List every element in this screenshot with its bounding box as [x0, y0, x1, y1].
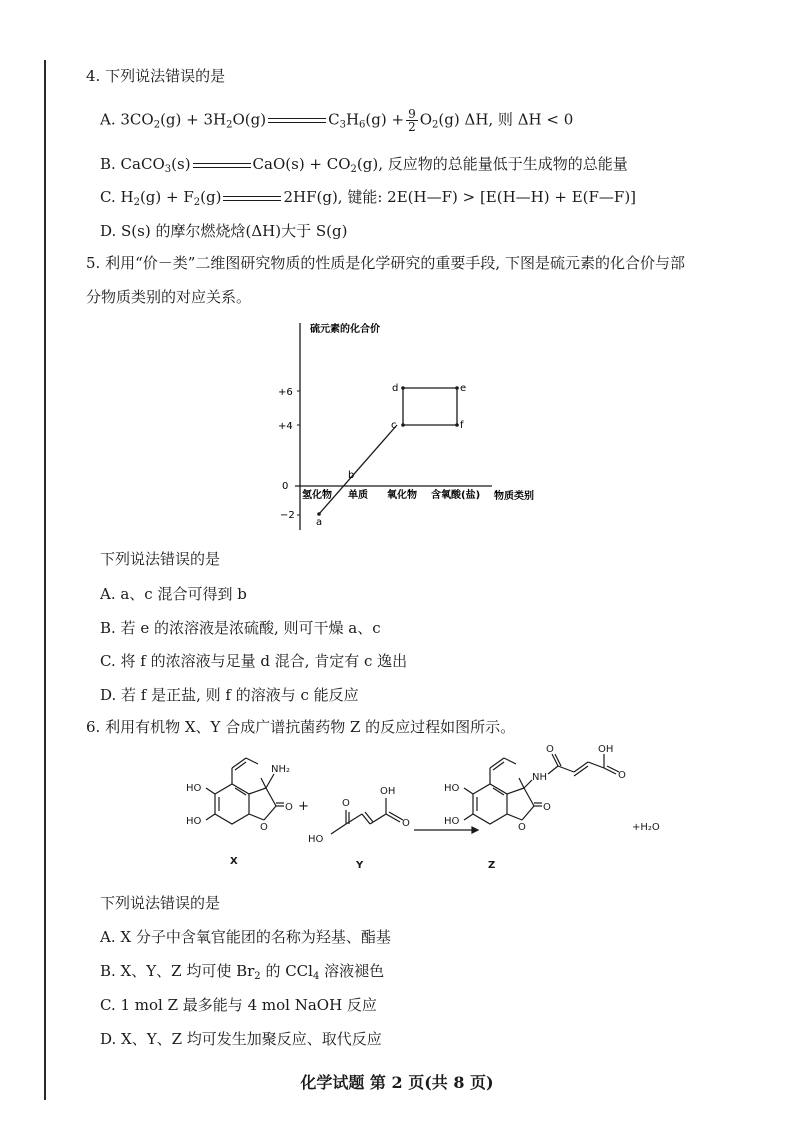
label-a: a — [316, 517, 323, 528]
q6-option-a: A. X 分子中含氧官能团的名称为羟基、酯基 — [100, 928, 391, 946]
q6-option-c: C. 1 mol Z 最多能与 4 mol NaOH 反应 — [100, 996, 377, 1014]
z-acid-o: O — [618, 770, 626, 781]
x-ring-o: O — [260, 822, 268, 833]
q4-option-c: C. $H_2(g) + F_2(g)$ 2HF(g), 键能: 2E(H—F) > [E(H—H) + E(F—F)] — [100, 188, 637, 208]
z-ring-o: O — [518, 822, 526, 833]
q5-sub-stem: 下列说法错误的是 — [100, 550, 221, 568]
z-ho-top: HO — [444, 783, 460, 794]
x-axis-label: 物质类别 — [494, 491, 534, 502]
valence-class-diagram — [270, 318, 570, 533]
fraction-nine-halves: $\frac{9}{2}$ — [408, 107, 416, 134]
label-d: d — [392, 383, 399, 394]
label-x: X — [230, 856, 238, 867]
q5-option-d: D. 若 f 是正盐, 则 f 的溶液与 c 能反应 — [100, 686, 359, 704]
label-c: c — [391, 420, 397, 431]
label-b: b — [348, 470, 355, 481]
page-footer: 化学试题 第 2 页(共 8 页) — [300, 1073, 494, 1092]
xtick-hydride: 氢化物 — [302, 490, 332, 501]
ytick-plus4: +4 — [278, 421, 293, 432]
y-axis-label: 硫元素的化合价 — [310, 324, 380, 335]
x-ho-bottom: HO — [186, 816, 202, 827]
binding-margin-line — [44, 60, 46, 1100]
q4-option-d: D. S(s) 的摩尔燃烧焓(ΔH)大于 S(g) — [100, 222, 348, 240]
xtick-element: 单质 — [348, 490, 368, 501]
y-oh: OH — [380, 786, 396, 797]
q5-stem-line2: 分物质类别的对应关系。 — [86, 288, 252, 306]
q6-sub-stem: 下列说法错误的是 — [100, 894, 221, 912]
x-carbonyl-o: O — [285, 802, 293, 813]
q4-option-b: B. CaCO$_3$(s) $CaO(s) + CO_2(g)$, 反应物的总能量低于生成物的总能量 — [100, 155, 628, 175]
point-c — [401, 423, 405, 427]
z-amide-o: O — [546, 744, 554, 755]
xtick-oxide: 氧化物 — [387, 490, 417, 501]
q4-option-a: A. $3CO_2(g) + 3H_2O(g) C_3H_6(g)$ + $\frac{9}{2}$ $O_2(g)$ ΔH, 则 ΔH < 0 — [100, 107, 574, 134]
q5-stem-line1: 5. 利用“价－类”二维图研究物质的性质是化学研究的重要手段, 下图是硫元素的化合价与部 — [86, 254, 685, 272]
reaction-scheme — [160, 742, 670, 880]
z-nh-label: NH — [532, 772, 547, 783]
x-nh2-label: NH₂ — [271, 764, 291, 775]
ytick-minus2: −2 — [280, 510, 295, 521]
q5-option-a: A. a、c 混合可得到 b — [100, 585, 247, 603]
plus-sign: + — [298, 799, 309, 814]
point-d — [401, 386, 405, 390]
ytick-plus6: +6 — [278, 387, 293, 398]
label-z: Z — [488, 860, 496, 871]
q5-option-b: B. 若 e 的浓溶液是浓硫酸, 则可干燥 a、c — [100, 619, 381, 637]
point-a — [317, 512, 321, 516]
label-e: e — [460, 383, 467, 394]
y-ho: HO — [308, 834, 324, 845]
equals-sign — [268, 118, 326, 123]
x-ho-top: HO — [186, 783, 202, 794]
y-o: O — [402, 818, 410, 829]
ytick-zero: 0 — [282, 481, 289, 492]
z-carbonyl-o: O — [543, 802, 551, 813]
xtick-oxyacid: 含氧酸(盐) — [431, 490, 481, 501]
q6-option-b: B. X、Y、Z 均可使 $Br_2$ 的 CCl$_4$ 溶液褪色 — [100, 962, 385, 982]
label-f: f — [460, 420, 464, 431]
point-e — [455, 386, 459, 390]
y-carbonyl-o: O — [342, 798, 350, 809]
q4-stem: 4. 下列说法错误的是 — [86, 67, 226, 85]
rectangle-d-e-f-c — [403, 388, 457, 425]
label-y: Y — [356, 860, 364, 871]
q6-option-d: D. X、Y、Z 均可发生加聚反应、取代反应 — [100, 1030, 382, 1048]
z-ho-bottom: HO — [444, 816, 460, 827]
equals-sign — [223, 196, 281, 201]
q5-option-c: C. 将 f 的浓溶液与足量 d 混合, 肯定有 c 逸出 — [100, 652, 408, 670]
equals-sign — [193, 163, 251, 168]
q6-stem: 6. 利用有机物 X、Y 合成广谱抗菌药物 Z 的反应过程如图所示。 — [86, 718, 516, 736]
z-oh: OH — [598, 744, 614, 755]
point-f — [455, 423, 459, 427]
water-product: +H₂O — [632, 822, 660, 833]
